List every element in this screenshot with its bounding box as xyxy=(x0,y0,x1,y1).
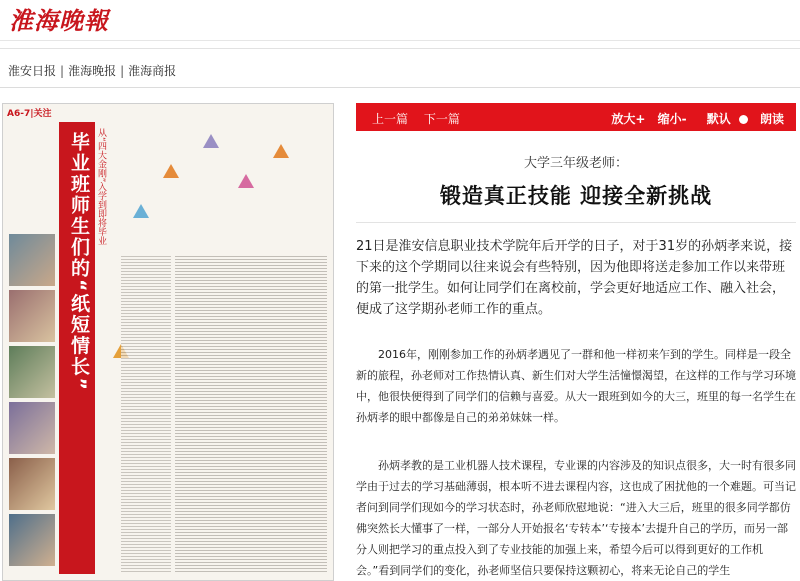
vertical-headline: 毕业班师生们的“纸短情长” xyxy=(68,132,90,392)
title-divider xyxy=(356,222,796,223)
page-label: A6-7|关注 xyxy=(7,109,52,119)
student-photo xyxy=(9,346,55,398)
article-toolbar xyxy=(356,103,796,131)
paper-crane-icon xyxy=(163,164,179,178)
student-photo xyxy=(9,234,55,286)
newspaper-page-thumbnail[interactable] xyxy=(2,103,334,581)
article-paragraph: 孙炳孝教的是工业机器人技术课程，专业课的内容涉及的知识点很多，大一时有很多同学由于过去的学习基础薄弱，根本听不进去课程内容，这也成了困扰他的一个难题。可当记者问到同学们现如今的学习状态时，孙老师欣慰地说：“进入大三后，班里的很多同学都仿佛突然长大懂事了一样，一部分人开始报名‘专转本’‘专接本’去提升自己的学历，而另一部分人则把学习的重点投入到了专业技能的加强上来，希望今后可以得到更好的工作机会。”看到同学们的变化，孙老师坚信只要保持这颗初心，将来无论自己的学生 xyxy=(356,459,796,577)
article-paragraph: 2016年，刚刚参加工作的孙炳孝遇见了一群和他一样初来乍到的学生。同样是一段全新的旅程，孙老师对工作热情认真、新生们对大学生活憧憬渴望，在这样的工作与学习环境中，他很快便得到了同学们的信赖与喜爱。从大一跟班到如今的大三，班里的每一名学生在孙炳孝的眼中都像是自己的弟弟妹妹一样。 xyxy=(356,348,796,424)
site-logo[interactable] xyxy=(3,1,115,35)
nav-item-huaihai-evening[interactable]: 淮海晚报 xyxy=(68,64,117,78)
prev-article-link[interactable]: 上一篇 xyxy=(372,112,409,126)
read-aloud-button[interactable]: 朗读 xyxy=(759,112,784,126)
nav-divider xyxy=(0,87,800,88)
nav-item-huaihai-business[interactable]: 淮海商报 xyxy=(128,64,177,78)
nav-separator: | xyxy=(60,64,65,78)
nav-item-huaian-daily[interactable]: 淮安日报 xyxy=(8,64,57,78)
article-subtitle: 大学三年级老师： xyxy=(523,156,628,171)
speaker-icon xyxy=(739,115,748,124)
student-photo xyxy=(9,290,55,342)
zoom-in-button[interactable]: 放大+ xyxy=(611,112,646,126)
paper-crane-icon xyxy=(203,134,219,148)
paper-crane-icon xyxy=(133,204,149,218)
student-photo xyxy=(9,458,55,510)
article-lead-paragraph: 21日是淮安信息职业技术学院年后开学的日子，对于31岁的孙炳孝来说，接下来的这个学期同以往来说会有些特别，因为他即将送走参加工作以来带班的第一批学生。如何让同学们在离校前，学会更好地适应工作、融入社会，便成了这学期孙老师工作的重点。 xyxy=(356,239,793,317)
paper-crane-icon xyxy=(238,174,254,188)
article-column xyxy=(175,254,327,574)
nav-separator: | xyxy=(120,64,125,78)
default-size-label: 默认 xyxy=(706,112,731,126)
default-size-button[interactable] xyxy=(699,112,748,126)
next-article-link[interactable]: 下一篇 xyxy=(423,112,460,126)
logo-text: 淮海晚報 xyxy=(9,5,109,35)
photo-strip xyxy=(9,234,57,564)
paper-crane-icon xyxy=(273,144,289,158)
zoom-out-button[interactable]: 缩小- xyxy=(657,112,687,126)
site-header xyxy=(0,0,800,49)
vertical-subheadline: 从“四大金刚”入学到即将毕业 xyxy=(96,128,106,246)
student-photo xyxy=(9,402,55,454)
edition-nav xyxy=(8,62,176,79)
header-divider xyxy=(0,40,800,41)
article-column xyxy=(121,254,171,574)
article-title: 锻造真正技能 迎接全新挑战 xyxy=(439,184,713,208)
student-photo xyxy=(9,514,55,566)
